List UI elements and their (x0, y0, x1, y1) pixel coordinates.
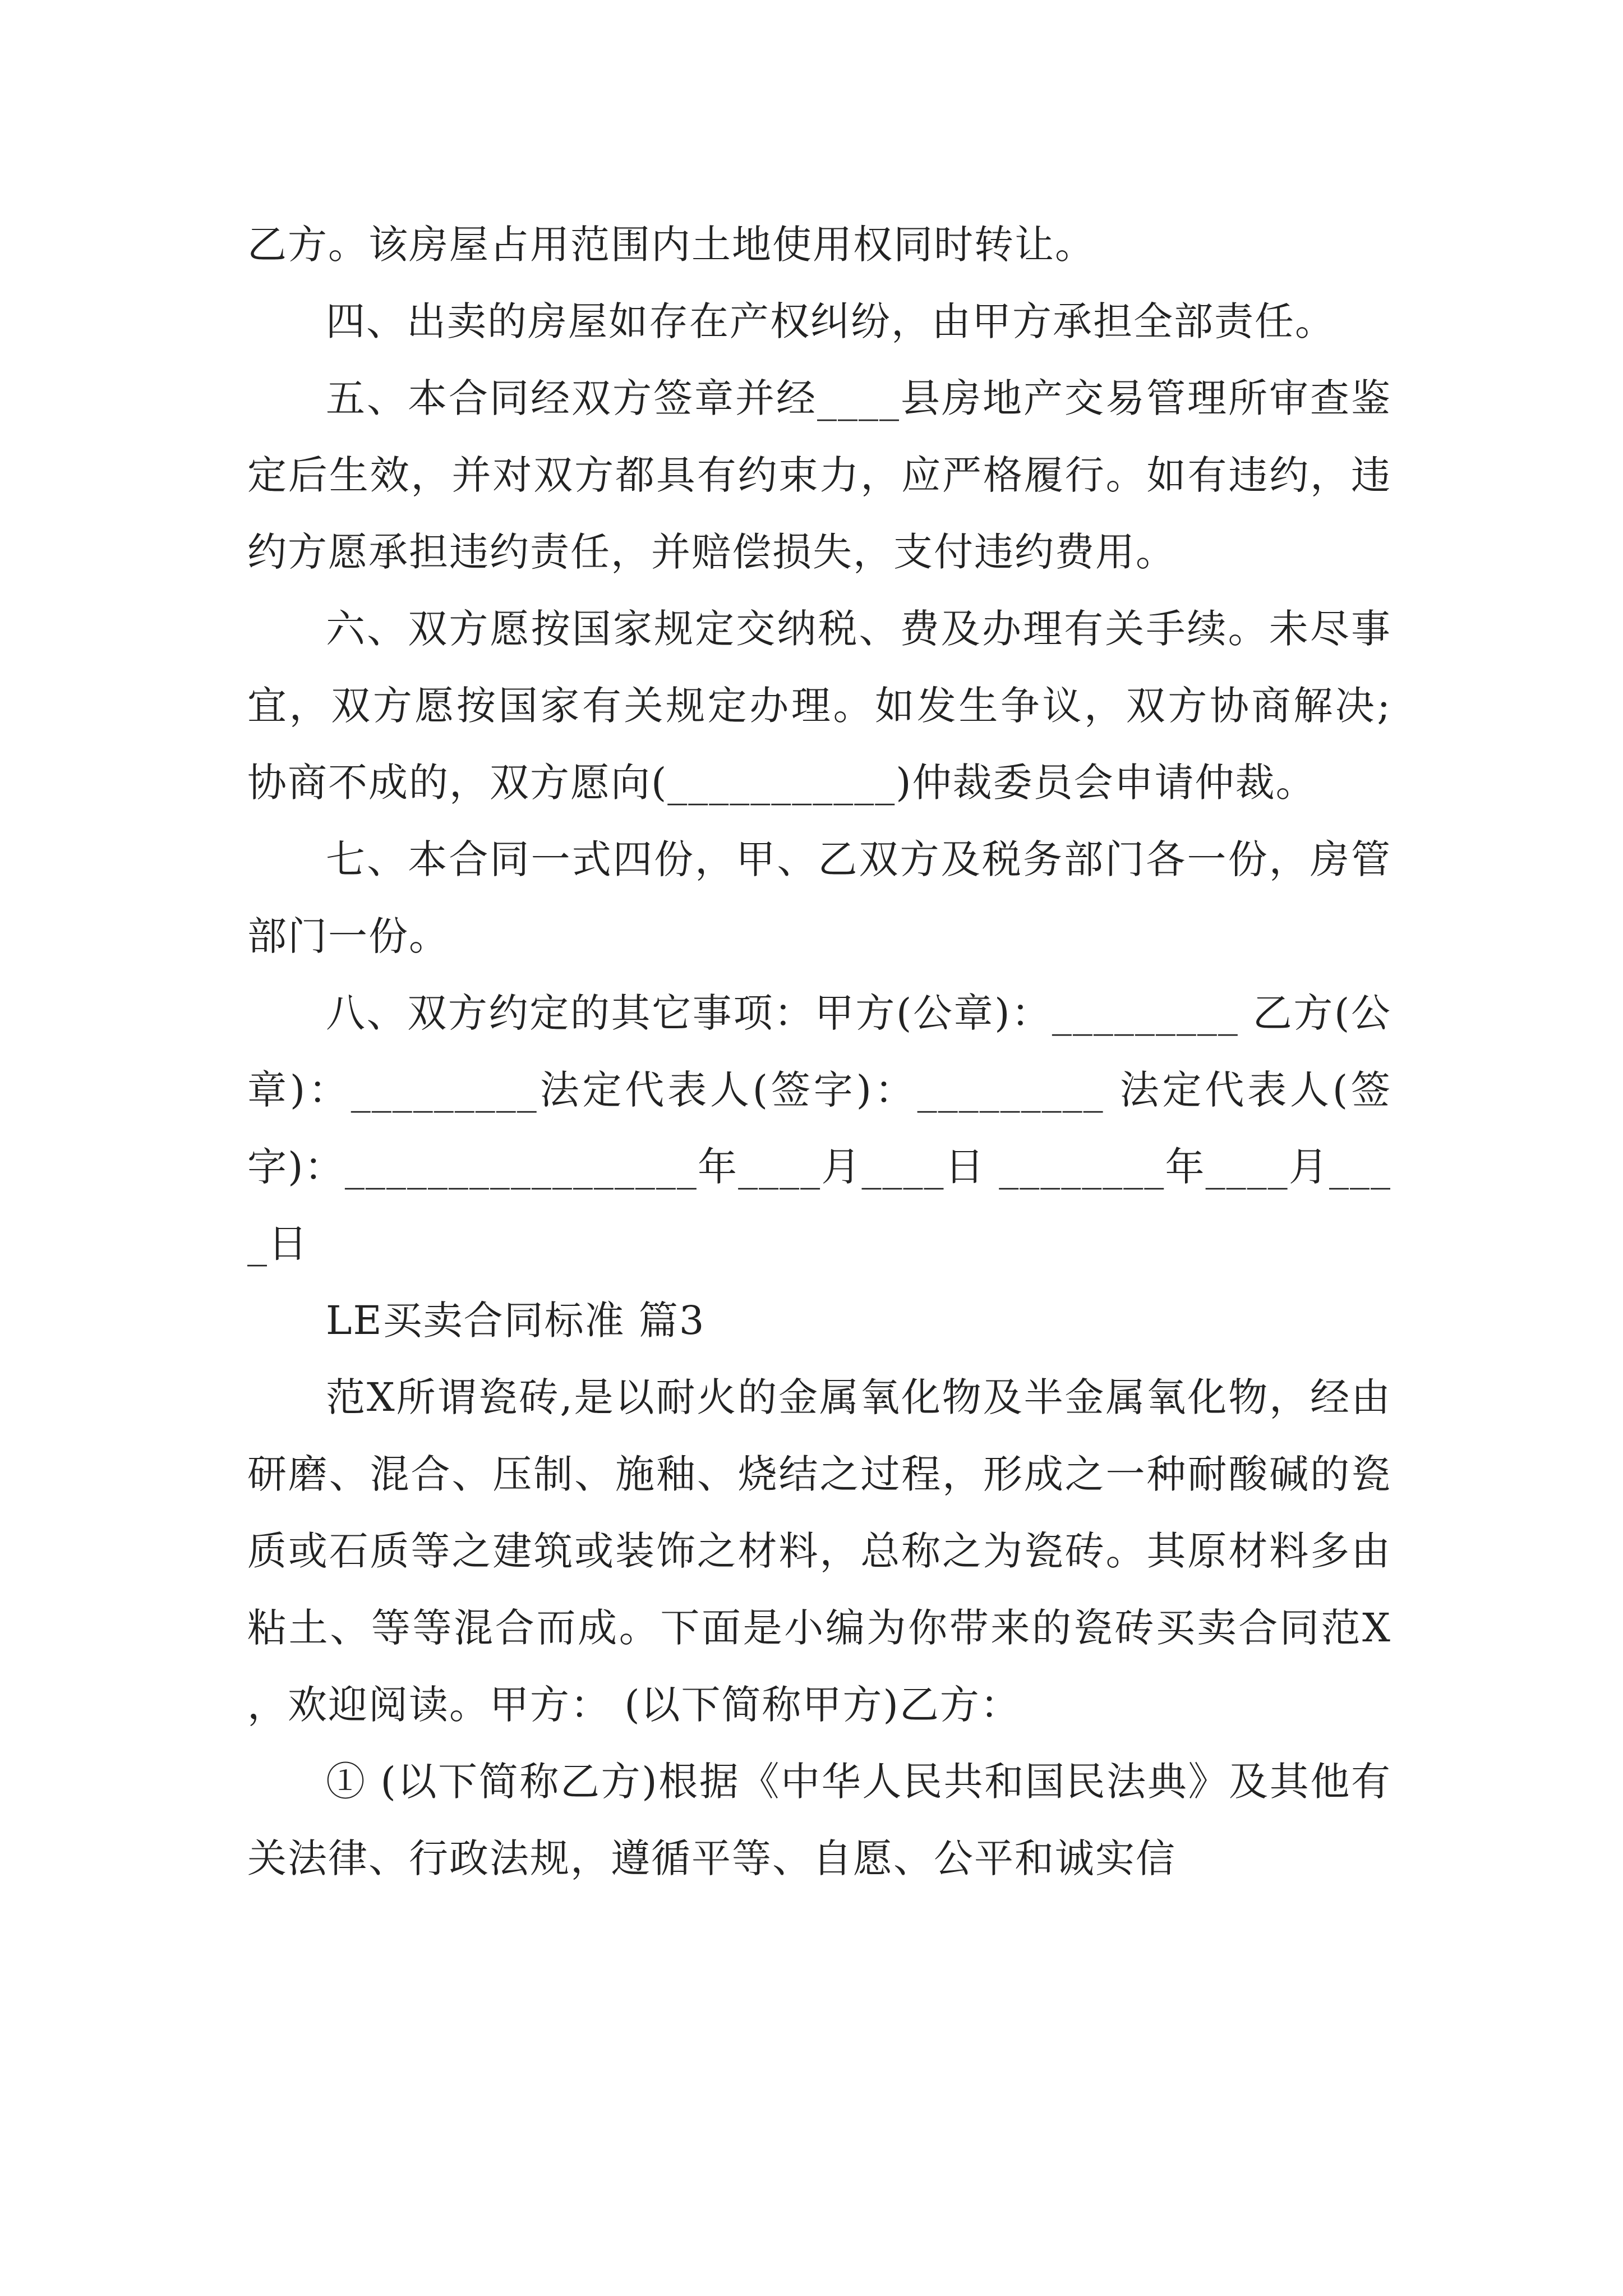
paragraph-clause-5: 五、本合同经双方签章并经____县房地产交易管理所审查鉴定后生效，并对双方都具有约束力，应严格履行。如有违约，违约方愿承担违约责任，并赔偿损失，支付违约费用。 (247, 375, 1391, 575)
paragraph-land-transfer: 乙方。该房屋占用范围内土地使用权同时转让。 (247, 222, 1095, 268)
section-heading: LE买卖合同标准 篇3 (326, 1297, 706, 1343)
contract-body (247, 206, 1391, 1897)
paragraph-tile-intro: 范X所谓瓷砖,是以耐火的金属氧化物及半金属氧化物，经由研磨、混合、压制、施釉、烧结之过程，形成之一种耐酸碱的瓷质或石质等之建筑或装饰之材料，总称之为瓷砖。其原材料多由粘土、等等混合而成。下面是小编为你带来的瓷砖买卖合同范X ，欢迎阅读。甲方： (以下简称甲方)乙方： (247, 1374, 1391, 1728)
paragraph-clause-7: 七、本合同一式四份，甲、乙双方及税务部门各一份，房管部门一份。 (247, 836, 1391, 959)
paragraph-legal-basis: ① (以下简称乙方)根据《中华人民共和国民法典》及其他有关法律、行政法规，遵循平等、自愿、公平和诚实信 (247, 1759, 1391, 1881)
paragraph-clause-8-signatures: 八、双方约定的其它事项：甲方(公章)：_________ 乙方(公章)：_________法定代表人(签字)：_________ 法定代表人(签字)：_________________年____月____日 ________年____月____日 (247, 990, 1391, 1267)
paragraph-clause-4: 四、出卖的房屋如存在产权纠纷，由甲方承担全部责任。 (326, 298, 1335, 344)
paragraph-clause-6: 六、双方愿按国家规定交纳税、费及办理有关手续。未尽事宜，双方愿按国家有关规定办理。如发生争议，双方协商解决;协商不成的，双方愿向(___________)仲裁委员会申请仲裁。 (247, 606, 1391, 806)
